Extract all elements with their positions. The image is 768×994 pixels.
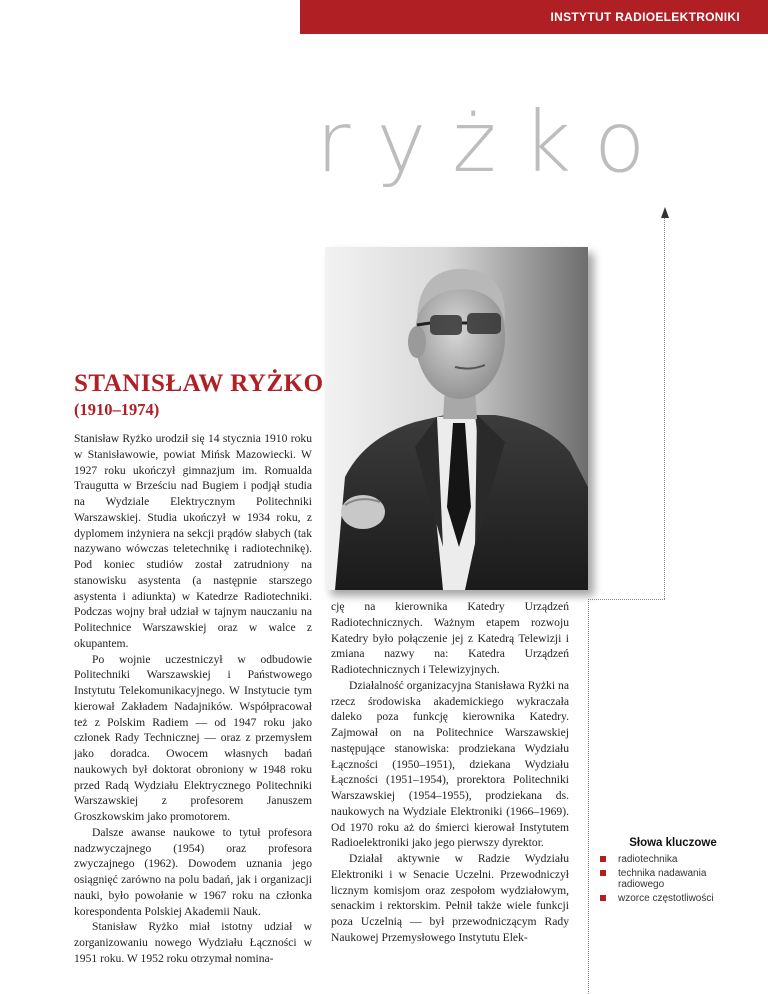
- keyword-item: [598, 868, 748, 890]
- paragraph: Po wojnie uczestniczył w odbudowie Politechniki Warszawskiej i Państwowego Instytutu Telekomunikacyjnego. W Instytucie tym kierował Zakładem Nadajników. Współpracował też z Polskim Radiem — od 1947 roku jako członek Rady Technicznej — oraz z przemysłem jako doradca. Owocem własnych badań naukowych był doktorat obroniony w 1948 roku przed Radą Wydziału Elektrycznego Politechniki Warszawskiej z profesorem Januszem Groszkowskim jako promotorem.: [74, 652, 312, 823]
- keyword-item: [598, 893, 748, 904]
- keyword-label: technika nadawania radiowego: [618, 868, 707, 890]
- article-years: (1910–1974): [74, 400, 160, 419]
- paragraph: Działał aktywnie w Radzie Wydziału Elektroniki i w Senacie Uczelni. Przewodniczył licznym komisjom oraz zespołom wydziałowym, senackim i rektorskim. Pełnił także wiele funkcji poza Uczelnią — był przewodniczącym Rady Naukowej Przemysłowego Instytutu Elek-: [331, 852, 569, 944]
- paragraph: Stanisław Ryżko miał istotny udział w zorganizowaniu nowego Wydziału Łączności w 1951 roku. W 1952 roku otrzymał nomina-: [74, 920, 312, 965]
- paragraph: Dalsze awanse naukowe to tytuł profesora nadzwyczajnego (1954) oraz profesora zwyczajnego (1962). Dowodem uznania jego osiągnięć zarówno na polu badań, jak i organizacji nauki, było powołanie w 1967 roku na członka korespondenta Polskiej Akademii Nauk.: [74, 825, 312, 918]
- keywords-box: [598, 837, 748, 907]
- arrow-up-icon: [661, 207, 669, 218]
- dotted-line-horizontal: [588, 599, 665, 600]
- paragraph: Działalność organizacyjna Stanisława Ryżki na rzecz środowiska akademickiego wykraczała daleko poza funkcję kierownika Katedry. Zajmował on na Politechnice Warszawskiej następujące stanowiska: prodziekana Wydziału Łączności (1950–1951), dziekana Wydziału Łączności (1951–1954), prorektora Politechniki Warszawskiej (1954–1955), prodziekana ds. naukowych na Wydziale Elektroniki (1966–1969). Od 1970 roku aż do śmierci kierował Instytutem Radioelektroniki jako jego pierwszy dyrektor.: [331, 678, 569, 850]
- article-title: STANISŁAW RYŻKO: [74, 370, 324, 397]
- dotted-line-vertical-right: [664, 216, 665, 599]
- decorative-surname: ryżko: [316, 93, 672, 191]
- square-bullet-icon: [600, 870, 606, 876]
- header-band: [300, 0, 768, 34]
- keywords-title: Słowa kluczowe: [629, 837, 717, 849]
- square-bullet-icon: [600, 856, 606, 862]
- paragraph: Stanisław Ryżko urodził się 14 stycznia 1910 roku w Stanisławowie, powiat Mińsk Mazowiecki. W 1927 roku ukończył gimnazjum im. Romualda Traugutta w Brześciu nad Bugiem i podjął studia na Wydziale Elektrycznym Politechniki Warszawskiej. Studia ukończył w 1934 roku, z dyplomem inżyniera na sekcji prądów słabych (tak nazywano wówczas teletechnikę i radiotechnikę). Pod koniec studiów został zatrudniony na stanowisku asystenta (a następnie starszego asystenta i adiunkta) w Katedrze Radiotechniki. Podczas wojny brał udział w tajnym nauczaniu na Politechnice Warszawskiej oraz w walce z okupantem.: [74, 432, 312, 650]
- section-title: INSTYTUT RADIOELEKTRONIKI: [550, 10, 740, 24]
- square-bullet-icon: [600, 895, 606, 901]
- keyword-item: [598, 854, 748, 865]
- portrait-photo: [325, 247, 588, 590]
- paragraph: cję na kierownika Katedry Urządzeń Radiotechnicznych. Ważnym etapem rozwoju Katedry było połączenie jej z Katedrą Telewizji i zmiana nazwy na: Katedra Urządzeń Radiotechnicznych i Telewizyjnych.: [331, 600, 569, 676]
- text-column-left: [74, 431, 312, 967]
- keyword-label: radiotechnika: [618, 854, 678, 865]
- keyword-label: wzorce częstotliwości: [618, 893, 714, 904]
- dotted-line-vertical-left: [588, 599, 589, 994]
- text-column-right: [331, 599, 569, 946]
